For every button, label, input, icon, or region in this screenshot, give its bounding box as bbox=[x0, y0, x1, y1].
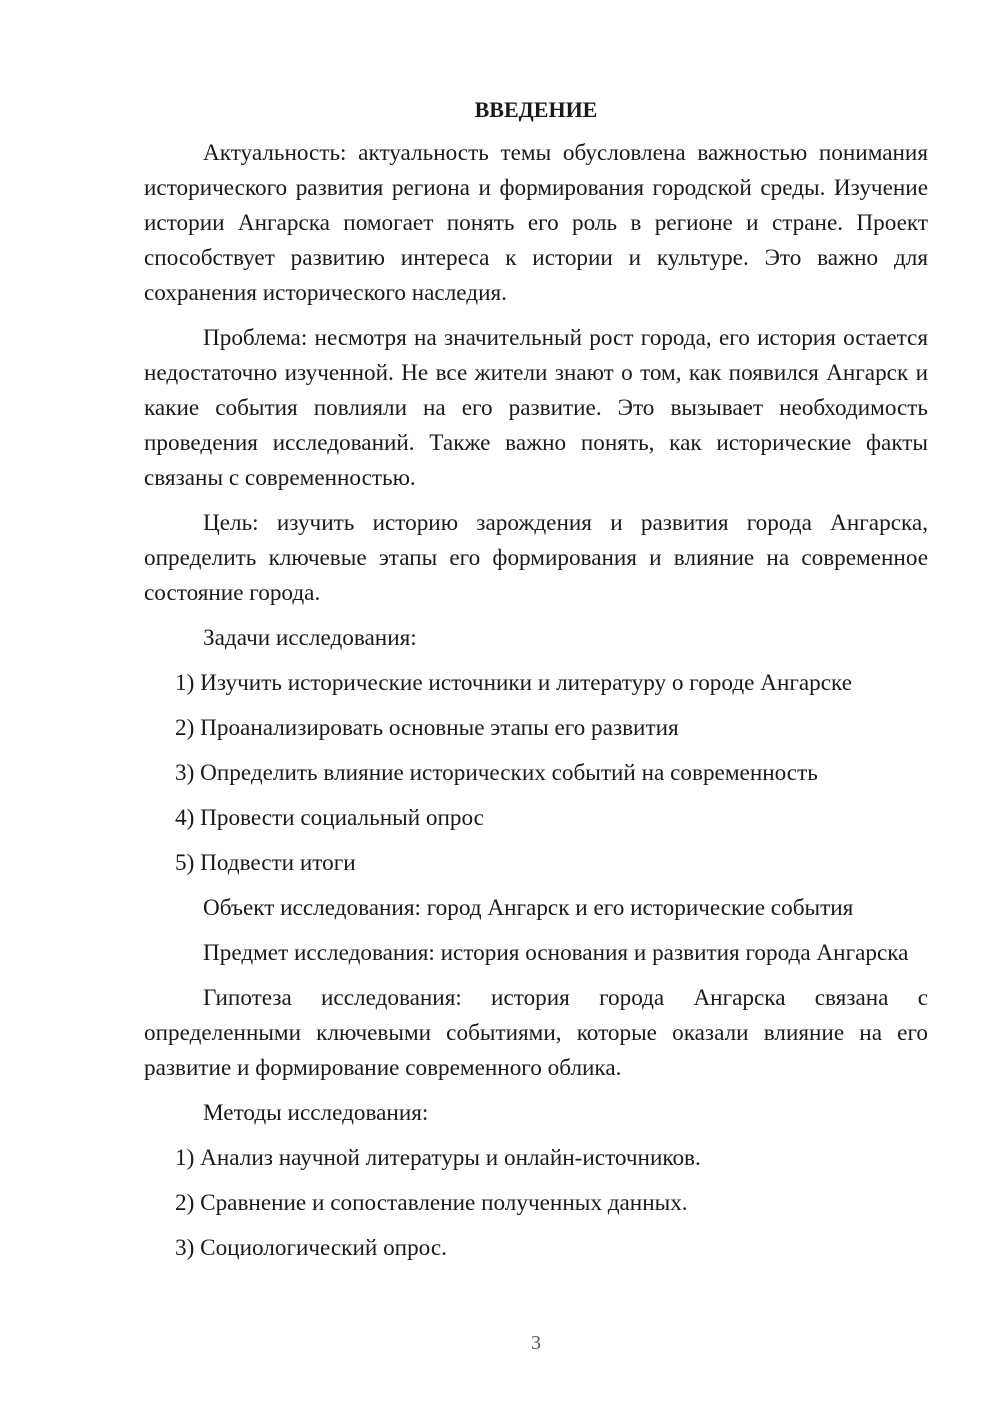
methods-heading: Методы исследования: bbox=[203, 1100, 429, 1126]
object-paragraph: Объект исследования: город Ангарск и его исторические события bbox=[203, 895, 854, 921]
task-item-1: 1) Изучить исторические источники и литературу о городе Ангарске bbox=[175, 670, 853, 696]
task-item-3: 3) Определить влияние исторических событий на современность bbox=[175, 760, 818, 786]
task-item-2: 2) Проанализировать основные этапы его развития bbox=[175, 715, 679, 741]
page-number: 3 bbox=[531, 1332, 541, 1354]
subject-paragraph: Предмет исследования: история основания и развития города Ангарска bbox=[203, 940, 909, 966]
method-item-3: 3) Социологический опрос. bbox=[175, 1235, 447, 1261]
goal-paragraph: Цель: изучить историю зарождения и развития города Ангарска, определить ключевые этапы его формирования и влияние на современное состояние города. bbox=[144, 510, 928, 606]
task-item-5: 5) Подвести итоги bbox=[175, 850, 356, 876]
page-content bbox=[144, 94, 928, 1276]
method-item-1: 1) Анализ научной литературы и онлайн-источников. bbox=[175, 1145, 701, 1171]
task-item-4: 4) Провести социальный опрос bbox=[175, 805, 484, 831]
page-title: ВВЕДЕНИЕ bbox=[474, 97, 598, 122]
tasks-heading: Задачи исследования: bbox=[203, 625, 417, 651]
relevance-paragraph: Актуальность: актуальность темы обусловлена важностью понимания исторического развития региона и формирования городской среды. Изучение истории Ангарска помогает понять его роль в регионе и стране. Проект способствует развитию интереса к истории и культуре. Это важно для сохранения исторического наследия. bbox=[144, 140, 928, 306]
hypothesis-paragraph: Гипотеза исследования: история города Ангарска связана с определенными ключевыми событиями, которые оказали влияние на его развитие и формирование современного облика. bbox=[144, 985, 928, 1081]
problem-paragraph: Проблема: несмотря на значительный рост города, его история остается недостаточно изученной. Не все жители знают о том, как появился Ангарск и какие события повлияли на его развитие. Это вызывает необходимость проведения исследований. Также важно понять, как исторические факты связаны с современностью. bbox=[144, 325, 928, 491]
method-item-2: 2) Сравнение и сопоставление полученных данных. bbox=[175, 1190, 688, 1216]
